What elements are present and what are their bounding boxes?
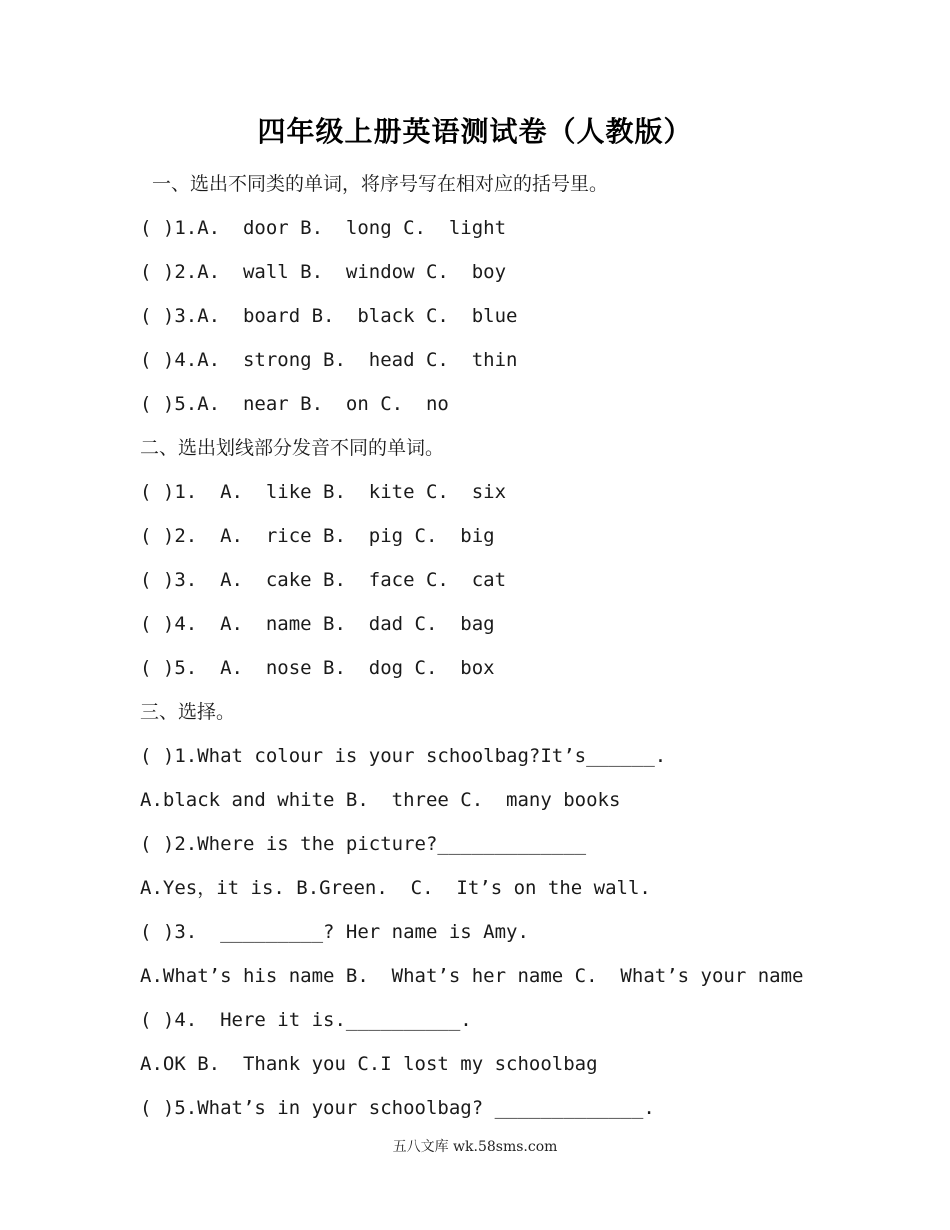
question-line: ( )4.A. strong B. head C. thin: [140, 349, 518, 371]
document-title: 四年级上册英语测试卷（人教版）: [257, 115, 693, 148]
question-line: ( )3.A. board B. black C. blue: [140, 305, 518, 327]
question-list: [140, 162, 900, 1130]
question-line: ( )3. _________? Her name is Amy.: [140, 921, 529, 943]
question-line: ( )5.A. near B. on C. no: [140, 393, 449, 415]
question-line: ( )2. A. rice B. pig C. big: [140, 525, 495, 547]
question-line: A.Yes，it is. B.Green. C. It’s on the wall.: [140, 877, 651, 899]
question-line: ( )2.A. wall B. window C. boy: [140, 261, 507, 283]
question-line: ( )4. A. name B. dad C. bag: [140, 613, 495, 635]
question-line: ( )1.A. door B. long C. light: [140, 217, 507, 239]
section-heading: 二、选出划线部分发音不同的单词。: [140, 437, 445, 459]
question-line: ( )2.Where is the picture?_____________: [140, 833, 587, 855]
question-line: ( )1. A. like B. kite C. six: [140, 481, 507, 503]
question-line: A.What’s his name B. What’s her name C. What’s your name: [140, 965, 804, 987]
question-line: A.OK B. Thank you C.I lost my schoolbag: [140, 1053, 598, 1075]
question-line: ( )5. A. nose B. dog C. box: [140, 657, 495, 679]
section-heading: 三、选择。: [140, 701, 236, 723]
section-heading: 一、选出不同类的单词，将序号写在相对应的括号里。: [152, 173, 609, 195]
question-line: ( )4. Here it is.__________.: [140, 1009, 472, 1031]
footer-watermark: 五八文库 wk.58sms.com: [392, 1139, 558, 1155]
question-line: ( )5.What’s in your schoolbag? _____________.: [140, 1097, 655, 1119]
question-line: ( )3. A. cake B. face C. cat: [140, 569, 507, 591]
question-line: A.black and white B. three C. many books: [140, 789, 621, 811]
question-line: ( )1.What colour is your schoolbag?It’s______.: [140, 745, 667, 767]
